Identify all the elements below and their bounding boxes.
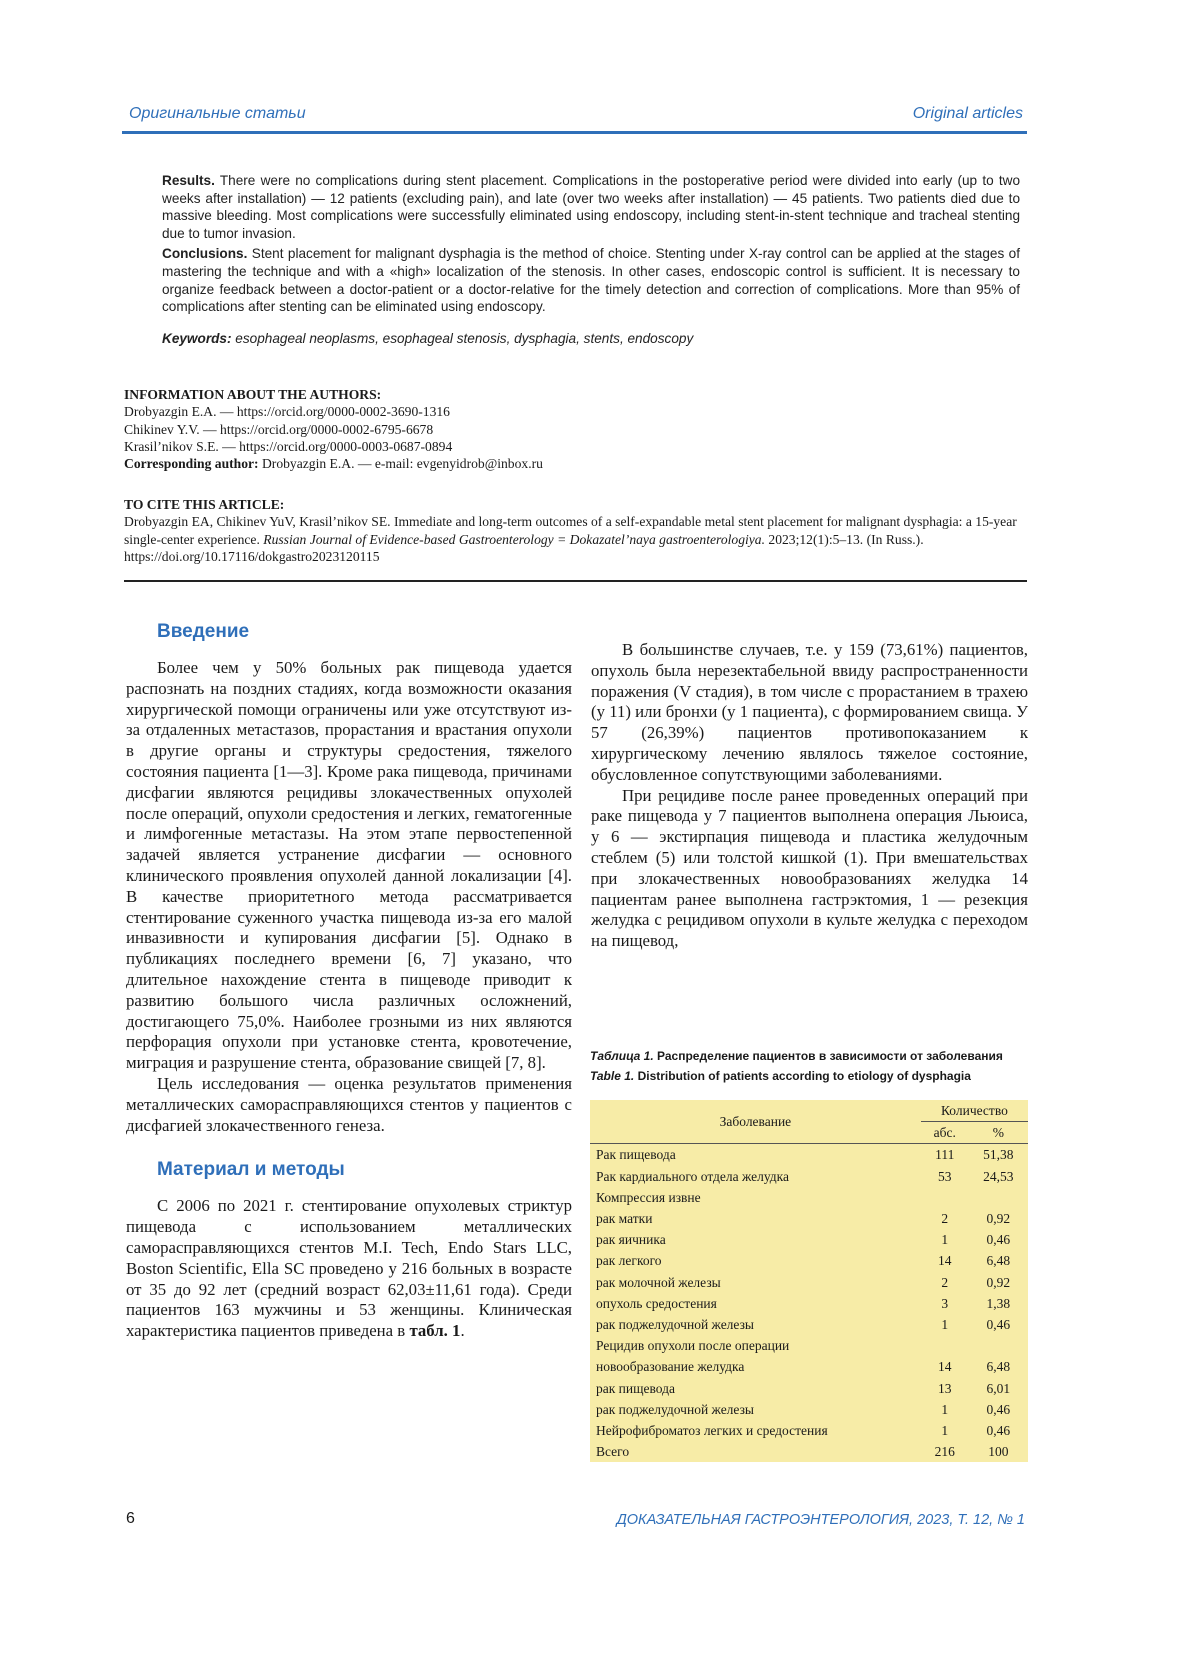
section-divider: [124, 580, 1027, 582]
table-cell-abs: 13: [938, 1380, 952, 1396]
header-right: Original articles: [912, 105, 1023, 122]
header-left: Оригинальные статьи: [129, 105, 306, 122]
table-cell-abs: [921, 1187, 969, 1208]
table-cell-abs: 1: [941, 1232, 949, 1248]
table-cell-pct: 24,53: [983, 1168, 1014, 1184]
intro-title: Введение: [157, 621, 250, 642]
conclusions-text: Stent placement for malignant dysphagia is the method of choice. Stenting under X-ray control can be applied at the stages of mastering the technique and with a «high» localization of the stenosis. In other cases, endoscopic control is sufficient. It is necessary to organize feedback between a doctor-patient or a doctor-relative for the timely detection and correction of complications. More than 95% of complications after stenting can be eliminated using endoscopy.: [162, 246, 1020, 315]
data-table: [590, 1100, 1028, 1462]
citation-journal: Russian Journal of Evidence-based Gastroenterology = Dokazatel’naya gastroenterologiya.: [263, 531, 765, 547]
author-line: Drobyazgin E.A. — https://orcid.org/0000-0002-3690-1316: [124, 404, 450, 420]
table-row: [590, 1335, 1028, 1356]
table-row: [590, 1187, 1028, 1208]
table-cell-abs: 3: [941, 1295, 949, 1311]
table-cell-name: рак яичника: [596, 1232, 666, 1248]
keywords-label: Keywords:: [162, 330, 232, 346]
table-cell-name: рак матки: [596, 1211, 653, 1227]
table-cell-pct: 0,46: [986, 1401, 1011, 1417]
table-reference[interactable]: табл. 1: [409, 1321, 461, 1341]
right-paragraph-2: При рецидиве после ранее проведенных операций при раке пищевода у 7 пациентов выполнена операция Льюиса, у 6 — экстирпация пищевода и пластика желудочным стеблем (5) или толстой кишкой (1). При вмешательствах при злокачественных новообразованиях желудка 14 пациентам ранее выполнена гастрэктомия, 1 — резекция желудка с рецидивом опухоли в культе желудка с переходом на пищевод,: [591, 785, 1028, 951]
table-cell-name: рак поджелудочной железы: [596, 1401, 754, 1417]
methods-paragraph-1: [126, 1196, 572, 1342]
table-row: [590, 1272, 1028, 1293]
table-cell-pct: [969, 1187, 1028, 1208]
table-cell-abs: 2: [941, 1211, 949, 1227]
table-cell-pct: 0,92: [986, 1274, 1011, 1290]
table-cell-name: Всего: [596, 1444, 630, 1460]
table-cell-name: рак пищевода: [596, 1380, 676, 1396]
table-row: [590, 1144, 1028, 1166]
intro-paragraph-1: Более чем у 50% больных рак пищевода удается распознать на поздних стадиях, когда возможности оказания хирургической помощи ограничены или уже отсутствуют из-за отдаленных метастазов, прорастания и врастания опухоли в другие органы и структуры средостения, тяжелого состояния пациента [1—3]. Кроме рака пищевода, причинами дисфагии являются рецидивы злокачественных опухолей после операций, опухоли средостения и легких, гематогенные и лимфогенные метастазы. На этом этапе первостепенной задачей является устранение дисфагии — основного клинического проявления опухолей данной локализации [4]. В качестве приоритетного метода рассматривается стентирование суженного участка пищевода из-за его малой инвазивности и купирования дисфагии [5]. Однако в публикациях последнего времени [6, 7] указано, что длительное нахождение стента в пищеводе приводит к развитию большого числа различных осложнений, достигающего 75,0%. Наиболее грозными из них являются перфорация опухоли при установке стента, кровотечение, миграция и разрушение стента, образование свищей [7, 8].: [126, 658, 572, 1073]
table-cell-name: рак поджелудочной железы: [596, 1317, 754, 1333]
table-cell-name: Рак кардиального отдела желудка: [596, 1168, 790, 1184]
results-label: Results.: [162, 173, 215, 188]
author-line: Chikinev Y.V. — https://orcid.org/0000-0002-6795-6678: [124, 421, 434, 437]
author-line: Krasil’nikov S.E. — https://orcid.org/0000-0003-0687-0894: [124, 438, 453, 454]
methods-title: Материал и методы: [157, 1159, 345, 1181]
table-cell-abs: 1: [941, 1423, 949, 1439]
citation-text-2: 2023;12(1):5–13. (In Russ.). https://doi.org/10.17116/dokgastro2023120115: [124, 531, 924, 564]
citation-text-1: Drobyazgin EA, Chikinev YuV, Krasil’nikov SE. Immediate and long-term outcomes of a self-expandable metal stent placement for malignant dysphagia: a 15-year single-center experience.: [124, 514, 1017, 547]
table-cell-abs: [921, 1335, 969, 1356]
citation-heading: TO CITE THIS ARTICLE:: [124, 497, 285, 512]
table-cell-pct: 100: [988, 1444, 1009, 1460]
table-row: [590, 1250, 1028, 1271]
table-cell-abs: 14: [938, 1359, 952, 1375]
table-cell-pct: 1,38: [986, 1295, 1011, 1311]
intro-paragraph-2: Цель исследования — оценка результатов применения металлических саморасправляющихся стентов у пациентов с дисфагией злокачественного генеза.: [126, 1073, 572, 1135]
running-header: [122, 103, 1027, 134]
table-cell-pct: 0,46: [986, 1232, 1011, 1248]
left-column: [126, 620, 572, 1342]
authors-heading: INFORMATION ABOUT THE AUTHORS:: [124, 387, 382, 402]
table-cell-name: Рецидив опухоли после операции: [596, 1338, 790, 1354]
table-cell-pct: 0,46: [986, 1317, 1011, 1333]
abstract: [162, 172, 1020, 350]
table-row: [590, 1293, 1028, 1314]
corresponding-text: Drobyazgin E.A. — e-mail: evgenyidrob@inbox.ru: [261, 456, 543, 472]
table-row: [590, 1399, 1028, 1420]
table-cell-pct: [969, 1335, 1028, 1356]
table-row: [590, 1420, 1028, 1441]
header-pct: %: [969, 1122, 1028, 1144]
table-cell-pct: 0,92: [986, 1211, 1011, 1227]
caption-ru-text: Распределение пациентов в зависимости от заболевания: [657, 1049, 1003, 1063]
authors-info: [124, 386, 1024, 472]
conclusions-label: Conclusions.: [162, 246, 248, 262]
table-cell-name: опухоль средостения: [596, 1295, 717, 1311]
methods-end: .: [460, 1321, 465, 1341]
table-cell-abs: 111: [935, 1147, 955, 1163]
table-cell-abs: 216: [934, 1444, 955, 1460]
table-cell-name: рак легкого: [596, 1253, 662, 1269]
table-row: [590, 1166, 1028, 1187]
table-caption: [590, 1049, 1028, 1084]
table-cell-pct: 6,48: [986, 1359, 1011, 1375]
header-disease: Заболевание: [590, 1100, 921, 1144]
table-cell-name: Нейрофиброматоз легких и средостения: [596, 1423, 828, 1439]
table-cell-name: новообразование желудка: [596, 1359, 745, 1375]
abstract-results: [162, 172, 1020, 242]
table-caption-ru: [590, 1049, 1028, 1064]
abstract-keywords: [162, 330, 1020, 348]
table-cell-abs: 2: [941, 1274, 949, 1290]
table-cell-abs: 1: [941, 1401, 949, 1417]
table-cell-name: Рак пищевода: [596, 1147, 676, 1163]
citation-body: [124, 513, 1024, 565]
table-row: [590, 1356, 1028, 1377]
table-row: [590, 1378, 1028, 1399]
table-cell-name: рак молочной железы: [596, 1274, 721, 1290]
header-count: Количество: [921, 1100, 1028, 1122]
results-text: There were no complications during stent placement. Complications in the postoperative period were divided into early (up to two weeks after installation) — 12 patients (excluding pain), and late (over two weeks after installation) — 45 patients. Two patients died due to massive bleeding. Most complications were successfully eliminated using endoscopy, including stent-in-stent technique and tracheal stenting due to tumor invasion.: [162, 173, 1021, 241]
caption-en-text: Distribution of patients according to etiology of dysphagia: [637, 1069, 971, 1083]
right-paragraph-1: В большинстве случаев, т.е. у 159 (73,61%) пациентов, опухоль была нерезектабельной ввиду распространенности поражения (V стадия), в том числе с прорастанием в трахею (у 11) или бронхи (у 1 пациента), с формированием свища. У 57 (26,39%) пациентов противопоказанием к хирургическому лечению являлось тяжелое состояние, обусловленное сопутствующими заболеваниями.: [591, 640, 1028, 784]
right-column: [591, 640, 1028, 952]
table-cell-name: Компрессия извне: [596, 1189, 701, 1205]
methods-text: С 2006 по 2021 г. стентирование опухолевых стриктур пищевода с использованием металлических саморасправляющихся стентов M.I. Tech, Endo Stars LLC, Boston Scientific, Ella SC проведено у 216 больных в возрасте от 35 до 92 лет (средний возраст 62,03±11,61 года). Среди пациентов 163 мужчины и 53 женщины. Клиническая характеристика пациентов приведена в: [126, 1196, 572, 1341]
table-cell-pct: 0,46: [986, 1423, 1011, 1439]
header-abs: абс.: [921, 1122, 969, 1144]
caption-ru-label: Таблица 1.: [590, 1049, 654, 1063]
table-header-row: [590, 1100, 1028, 1122]
corresponding-label: Corresponding author:: [124, 456, 259, 472]
page-number: 6: [126, 1510, 135, 1527]
table-row: [590, 1229, 1028, 1250]
caption-en-label: Table 1.: [590, 1069, 635, 1083]
table-cell-abs: 1: [941, 1317, 949, 1333]
table-row: [590, 1314, 1028, 1335]
corresponding-author: [124, 455, 1024, 472]
table-row: [590, 1441, 1028, 1462]
citation: [124, 496, 1024, 565]
abstract-conclusions: [162, 245, 1020, 315]
table-cell-pct: 6,48: [986, 1253, 1011, 1269]
table-cell-pct: 6,01: [986, 1380, 1011, 1396]
table-cell-pct: 51,38: [983, 1147, 1014, 1163]
table-row: [590, 1208, 1028, 1229]
table-caption-en: [590, 1069, 1028, 1084]
table-cell-abs: 53: [938, 1168, 952, 1184]
journal-footer: ДОКАЗАТЕЛЬНАЯ ГАСТРОЭНТЕРОЛОГИЯ, 2023, Т. 12, № 1: [616, 1512, 1025, 1528]
keywords-text: esophageal neoplasms, esophageal stenosis, dysphagia, stents, endoscopy: [235, 330, 694, 346]
table-cell-abs: 14: [938, 1253, 952, 1269]
